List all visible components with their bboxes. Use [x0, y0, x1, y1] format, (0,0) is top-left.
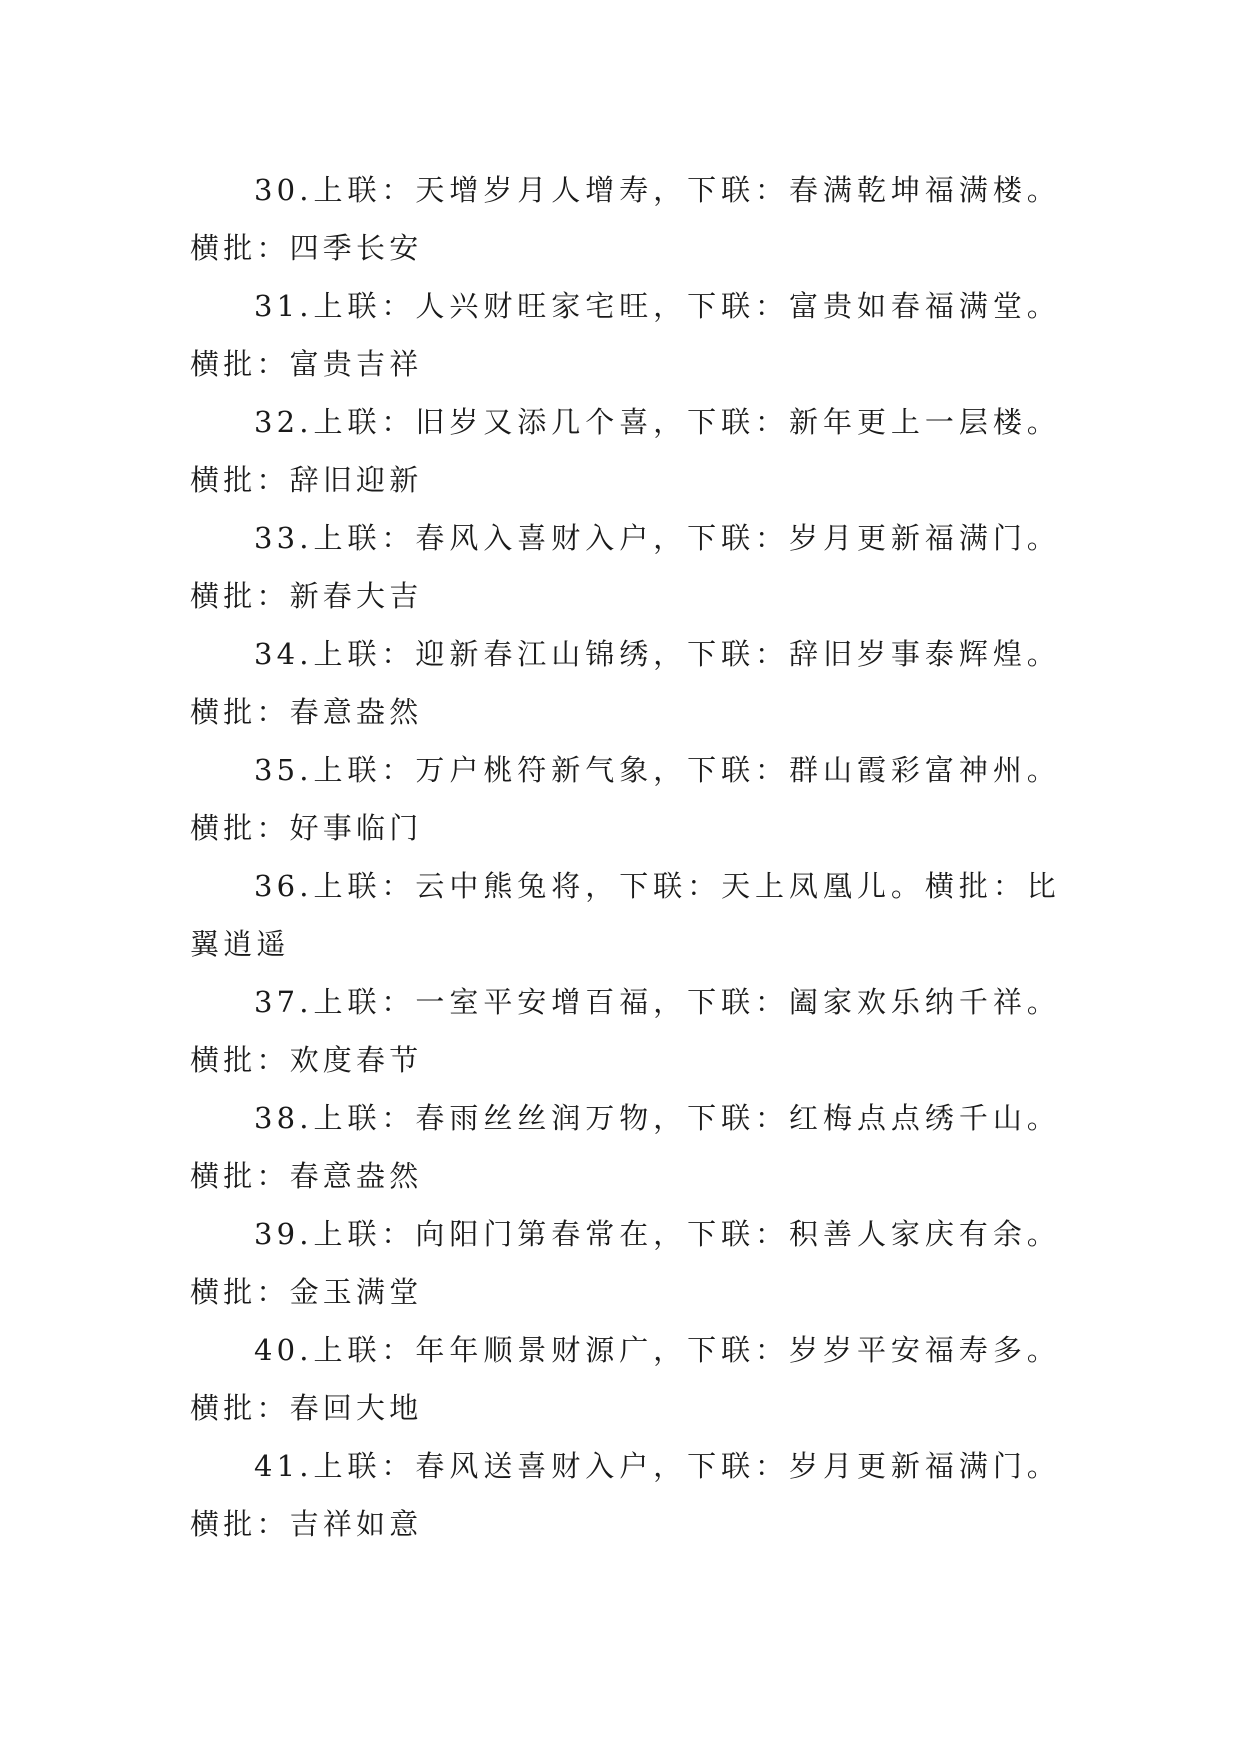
couplet-paragraph-33: 33.上联：春风入喜财入户，下联：岁月更新福满门。横批：新春大吉 — [190, 521, 1060, 613]
couplet-paragraph-40: 40.上联：年年顺景财源广，下联：岁岁平安福寿多。横批：春回大地 — [190, 1333, 1060, 1425]
couplet-paragraph-38: 38.上联：春雨丝丝润万物，下联：红梅点点绣千山。横批：春意盎然 — [190, 1101, 1060, 1193]
couplet-paragraph-32: 32.上联：旧岁又添几个喜，下联：新年更上一层楼。横批：辞旧迎新 — [190, 405, 1060, 497]
couplet-paragraph-35: 35.上联：万户桃符新气象，下联：群山霞彩富神州。横批：好事临门 — [190, 753, 1060, 845]
couplet-paragraph-39: 39.上联：向阳门第春常在，下联：积善人家庆有余。横批：金玉满堂 — [190, 1217, 1060, 1309]
couplet-list — [190, 161, 1060, 1553]
couplet-paragraph-31: 31.上联：人兴财旺家宅旺，下联：富贵如春福满堂。横批：富贵吉祥 — [190, 289, 1060, 381]
couplet-paragraph-37: 37.上联：一室平安增百福，下联：阖家欢乐纳千祥。横批：欢度春节 — [190, 985, 1060, 1077]
couplet-paragraph-36: 36.上联：云中熊兔将，下联：天上凤凰儿。横批：比翼逍遥 — [190, 869, 1060, 961]
couplet-paragraph-34: 34.上联：迎新春江山锦绣，下联：辞旧岁事泰辉煌。横批：春意盎然 — [190, 637, 1060, 729]
couplet-paragraph-41: 41.上联：春风送喜财入户，下联：岁月更新福满门。横批：吉祥如意 — [190, 1449, 1060, 1541]
couplet-paragraph-30: 30.上联：天增岁月人增寿，下联：春满乾坤福满楼。横批：四季长安 — [190, 173, 1060, 265]
